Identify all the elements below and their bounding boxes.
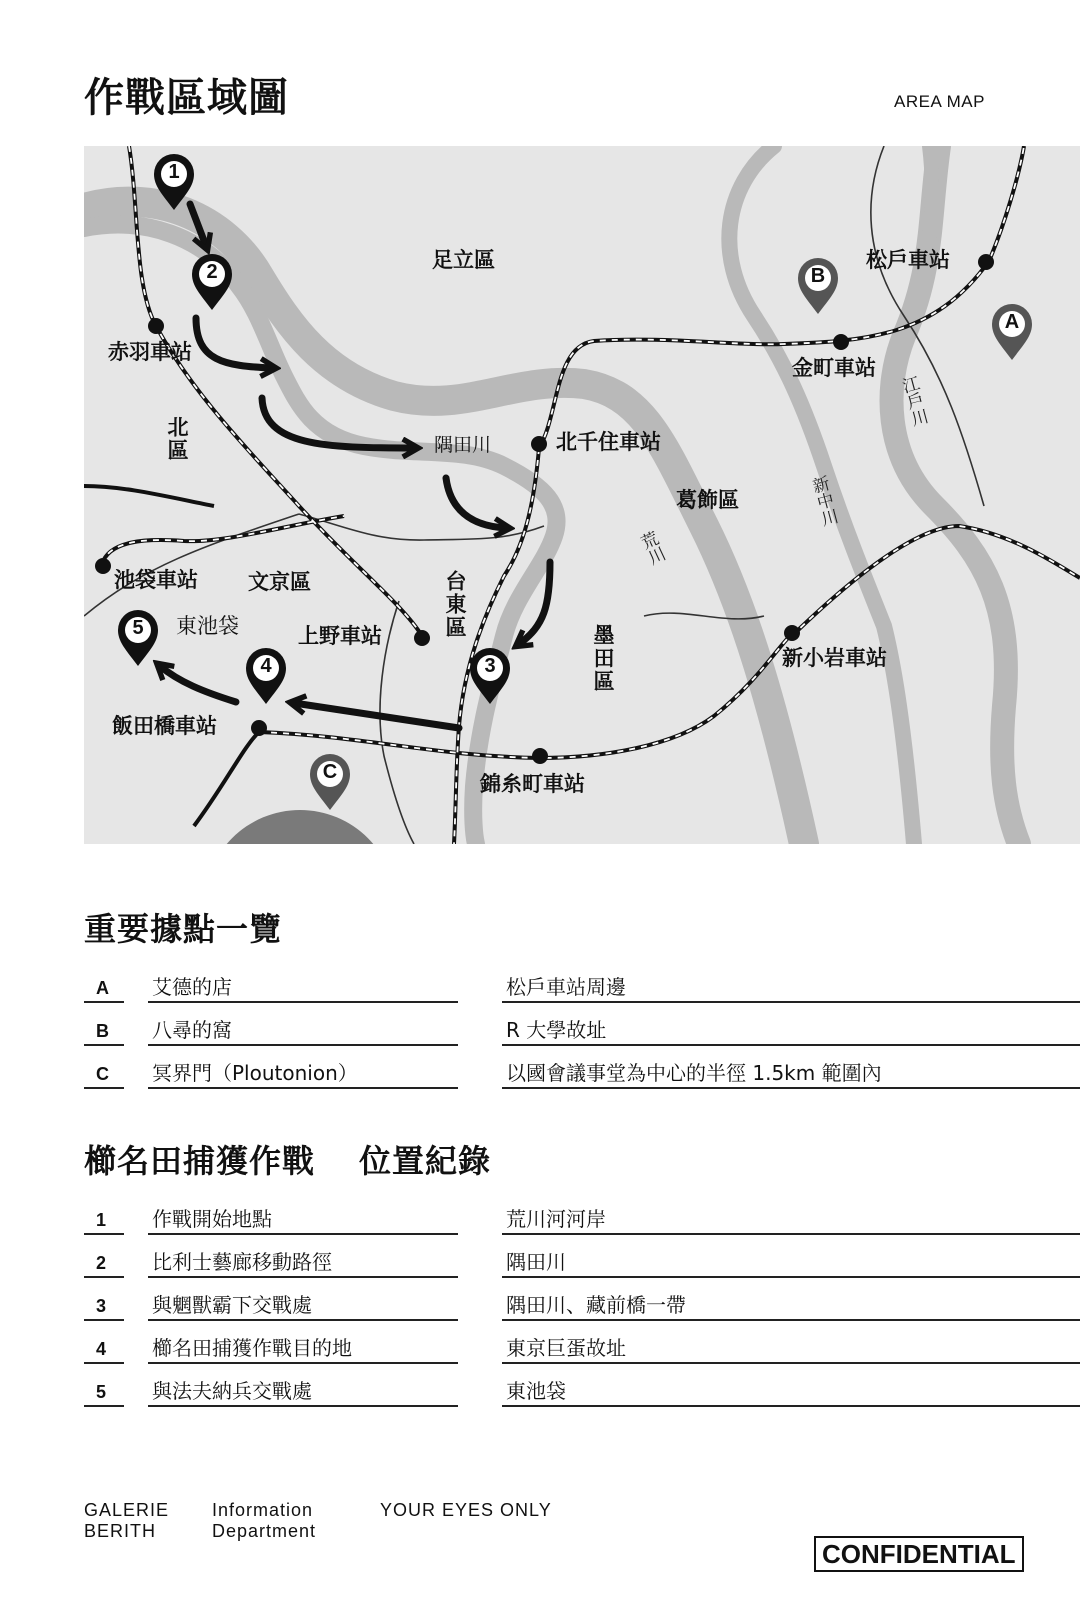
ward-kita: 北區 — [165, 416, 189, 462]
row-location: 東京巨蛋故址 — [506, 1336, 626, 1360]
table-row — [84, 960, 1080, 1003]
ward-sumida: 墨田區 — [591, 624, 615, 693]
table-row — [84, 1278, 1080, 1321]
river-edo-label: 江戶川 — [896, 374, 930, 429]
row-key: A — [96, 978, 109, 998]
footer-org-line2: BERITH — [84, 1521, 157, 1541]
table-row — [84, 1192, 1080, 1235]
row-name: 艾德的店 — [152, 975, 232, 999]
footer-notice: YOUR EYES ONLY — [380, 1500, 552, 1520]
place-higashi-ikebukuro: 東池袋 — [176, 614, 239, 638]
operation-table — [84, 1192, 1080, 1407]
pin-label: 2 — [206, 261, 218, 283]
row-location: R 大學故址 — [506, 1018, 607, 1042]
area-map — [84, 146, 1080, 844]
pin-label: 1 — [168, 161, 180, 183]
footer-dept — [212, 1500, 316, 1542]
table-row — [84, 1046, 1080, 1089]
map-pin-3[interactable] — [468, 648, 512, 706]
river-shinnaka-label: 新中川 — [806, 474, 840, 529]
footer-dept-line2: Department — [212, 1521, 317, 1541]
station-dots — [95, 254, 994, 764]
row-name: 作戰開始地點 — [152, 1207, 272, 1231]
table-row — [84, 1364, 1080, 1407]
station-kitasenju: 北千住車站 — [556, 430, 661, 454]
ward-adachi: 足立區 — [432, 248, 495, 272]
ward-bunkyo: 文京區 — [248, 570, 311, 594]
row-key: B — [96, 1021, 109, 1041]
row-name: 櫛名田捕獲作戰目的地 — [152, 1336, 352, 1360]
map-pin-2[interactable] — [190, 254, 234, 312]
row-key: C — [96, 1064, 109, 1084]
row-key: 2 — [96, 1253, 107, 1273]
row-location: 東池袋 — [506, 1379, 566, 1403]
map-pin-b[interactable] — [796, 258, 840, 316]
table-row — [84, 1235, 1080, 1278]
footer-org-line1: GALERIE — [84, 1500, 170, 1520]
row-key: 5 — [96, 1382, 107, 1402]
row-key: 4 — [96, 1339, 107, 1359]
rail-6 — [194, 732, 259, 826]
sumida-river — [84, 225, 557, 844]
station-ueno: 上野車站 — [298, 624, 382, 648]
operation-title-left: 櫛名田捕獲作戰 — [84, 1142, 316, 1180]
row-key: 3 — [96, 1296, 107, 1316]
ward-taito: 台東區 — [443, 570, 467, 639]
row-location: 荒川河河岸 — [506, 1207, 606, 1231]
footer-dept-line1: Information — [212, 1500, 314, 1520]
map-pin-a[interactable] — [990, 304, 1034, 362]
ward-katsushika: 葛飾區 — [676, 488, 739, 512]
dome-zone — [204, 810, 396, 844]
station-ikebukuro: 池袋車站 — [114, 568, 198, 592]
station-akabane: 赤羽車站 — [108, 340, 192, 364]
pin-label: A — [1004, 311, 1020, 333]
pin-label: 4 — [260, 655, 272, 677]
confidential-stamp: CONFIDENTIAL — [814, 1536, 1024, 1572]
map-pin-c[interactable] — [308, 754, 352, 812]
pin-label: 3 — [484, 655, 496, 677]
operation-title — [84, 1136, 491, 1182]
row-location: 隅田川 — [506, 1250, 566, 1274]
row-name: 八尋的窩 — [152, 1018, 232, 1042]
map-pin-4[interactable] — [244, 648, 288, 706]
river-ara-label: 荒川 — [634, 529, 668, 569]
pin-label: B — [810, 265, 826, 287]
operation-title-right: 位置紀錄 — [359, 1142, 492, 1180]
strongholds-title: 重要據點一覽 — [84, 910, 283, 948]
row-name: 冥界門（Ploutonion） — [152, 1061, 358, 1085]
station-matsudo: 松戶車站 — [866, 248, 950, 272]
pin-label: 5 — [132, 617, 144, 639]
station-kinshicho: 錦糸町車站 — [480, 772, 585, 796]
map-pin-5[interactable] — [116, 610, 160, 668]
page-title: 作戰區域圖 — [84, 75, 289, 121]
table-row — [84, 1003, 1080, 1046]
map-pin-1[interactable] — [152, 154, 196, 212]
station-iidabashi: 飯田橋車站 — [112, 714, 217, 738]
rail-2 — [259, 526, 1080, 758]
row-name: 與魍獸霸下交戰處 — [152, 1293, 312, 1317]
strongholds-table — [84, 960, 1080, 1089]
row-name: 與法夫納兵交戰處 — [152, 1379, 312, 1403]
page-subtitle: AREA MAP — [894, 92, 985, 111]
row-location: 松戶車站周邊 — [506, 975, 626, 999]
station-shinkoiwa: 新小岩車站 — [782, 646, 887, 670]
row-name: 比利士藝廊移動路徑 — [152, 1250, 332, 1274]
station-kanamachi: 金町車站 — [792, 356, 876, 380]
rail-7 — [84, 486, 214, 506]
table-row — [84, 1321, 1080, 1364]
row-key: 1 — [96, 1210, 107, 1230]
row-location: 以國會議事堂為中心的半徑 1.5km 範圍內 — [506, 1061, 882, 1085]
footer-org — [84, 1500, 169, 1542]
pin-label: C — [322, 761, 338, 783]
row-location: 隅田川、藏前橋一帶 — [506, 1293, 686, 1317]
river-sumida-label: 隅田川 — [434, 434, 492, 456]
